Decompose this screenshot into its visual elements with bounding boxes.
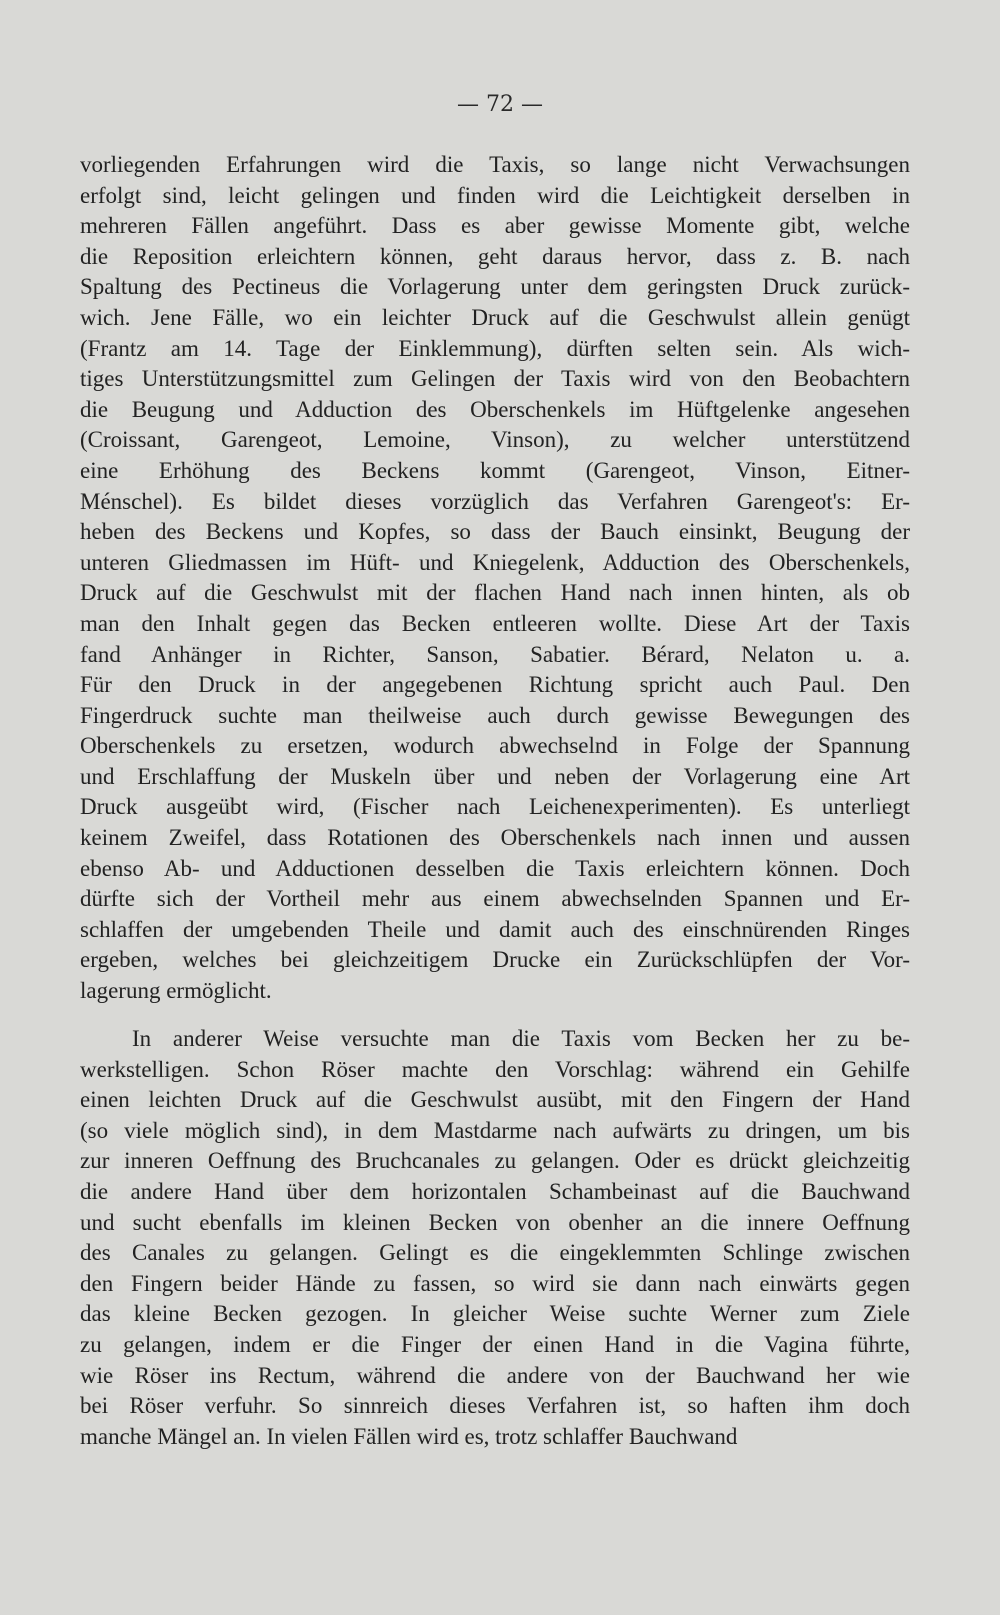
text-line: fand Anhänger in Richter, Sanson, Sabatier. Bérard, Nelaton u. a. (80, 641, 910, 667)
text-line: ergeben, welches bei gleichzeitigem Drucke ein Zurückschlüpfen der Vor- (80, 947, 910, 973)
text-line: ebenso Ab- und Adductionen desselben die Taxis erleichtern können. Doch (80, 855, 910, 881)
text-line: schlaffen der umgebenden Theile und damit auch des einschnürenden Ringes (80, 916, 910, 942)
page-number: — 72 — (457, 92, 543, 117)
text-line: Spaltung des Pectineus die Vorlagerung unter dem geringsten Druck zurück- (80, 274, 910, 300)
text-line: heben des Beckens und Kopfes, so dass der Bauch einsinkt, Beugung der (80, 519, 910, 545)
text-line: lagerung ermöglicht. (80, 978, 272, 1004)
text-line: (Frantz am 14. Tage der Einklemmung), dürften selten sein. Als wich- (80, 335, 910, 361)
text-line: eine Erhöhung des Beckens kommt (Garengeot, Vinson, Eitner- (80, 457, 910, 483)
text-line: Druck ausgeübt wird, (Fischer nach Leichenexperimenten). Es unterliegt (80, 794, 910, 820)
text-line: Oberschenkels zu ersetzen, wodurch abwechselnd in Folge der Spannung (80, 733, 910, 759)
text-line: In anderer Weise versuchte man die Taxis vom Becken her zu be- (132, 1026, 910, 1051)
text-line: Für den Druck in der angegebenen Richtung spricht auch Paul. Den (80, 672, 910, 698)
text-line: und Erschlaffung der Muskeln über und neben der Vorlagerung eine Art (80, 763, 910, 789)
text-line: tiges Unterstützungsmittel zum Gelingen der Taxis wird von den Beobachtern (80, 366, 910, 392)
text-line: das kleine Becken gezogen. In gleicher Weise suchte Werner zum Ziele (80, 1301, 910, 1327)
text-line: den Fingern beider Hände zu fassen, so wird sie dann nach einwärts gegen (80, 1270, 910, 1296)
text-line: und sucht ebenfalls im kleinen Becken von obenher an die innere Oeffnung (80, 1209, 910, 1235)
text-line: (Croissant, Garengeot, Lemoine, Vinson), zu welcher unterstützend (80, 427, 910, 453)
text-line: (so viele möglich sind), in dem Mastdarme nach aufwärts zu dringen, um bis (80, 1117, 910, 1143)
text-line: zur inneren Oeffnung des Bruchcanales zu gelangen. Oder es drückt gleichzeitig (80, 1148, 910, 1174)
text-line: Druck auf die Geschwulst mit der flachen Hand nach innen hinten, als ob (80, 580, 910, 606)
paragraph-2 (80, 1024, 910, 1452)
text-line: wich. Jene Fälle, wo ein leichter Druck auf die Geschwulst allein genügt (80, 304, 910, 330)
text-line: einen leichten Druck auf die Geschwulst ausübt, mit den Fingern der Hand (80, 1087, 910, 1113)
text-line: dürfte sich der Vortheil mehr aus einem abwechselnden Spannen und Er- (80, 886, 910, 912)
text-line: mehreren Fällen angeführt. Dass es aber gewisse Momente gibt, welche (80, 213, 910, 239)
text-line: die Beugung und Adduction des Oberschenkels im Hüftgelenke angesehen (80, 396, 910, 422)
text-line: werkstelligen. Schon Röser machte den Vorschlag: während ein Gehilfe (80, 1056, 910, 1082)
text-line: keinem Zweifel, dass Rotationen des Oberschenkels nach innen und aussen (80, 825, 910, 851)
text-line: die Reposition erleichtern können, geht daraus hervor, dass z. B. nach (80, 243, 910, 269)
text-line: man den Inhalt gegen das Becken entleeren wollte. Diese Art der Taxis (80, 610, 910, 636)
text-line: manche Mängel an. In vielen Fällen wird es, trotz schlaffer Bauchwand (80, 1423, 738, 1449)
paragraph-1 (80, 150, 910, 1007)
text-line: erfolgt sind, leicht gelingen und finden wird die Leichtigkeit derselben in (80, 182, 910, 208)
text-line: Ménschel). Es bildet dieses vorzüglich das Verfahren Garengeot's: Er- (80, 488, 910, 514)
text-line: Fingerdruck suchte man theilweise auch durch gewisse Bewegungen des (80, 702, 910, 728)
text-line: unteren Gliedmassen im Hüft- und Kniegelenk, Adduction des Oberschenkels, (80, 549, 910, 575)
text-line: die andere Hand über dem horizontalen Schambeinast auf die Bauchwand (80, 1178, 910, 1204)
text-line: zu gelangen, indem er die Finger der einen Hand in die Vagina führte, (80, 1331, 910, 1357)
text-line: bei Röser verfuhr. So sinnreich dieses Verfahren ist, so haften ihm doch (80, 1393, 910, 1419)
text-line: wie Röser ins Rectum, während die andere von der Bauchwand her wie (80, 1362, 910, 1388)
text-line: des Canales zu gelangen. Gelingt es die eingeklemmten Schlinge zwischen (80, 1240, 910, 1266)
text-line: vorliegenden Erfahrungen wird die Taxis, so lange nicht Verwachsungen (80, 152, 910, 177)
